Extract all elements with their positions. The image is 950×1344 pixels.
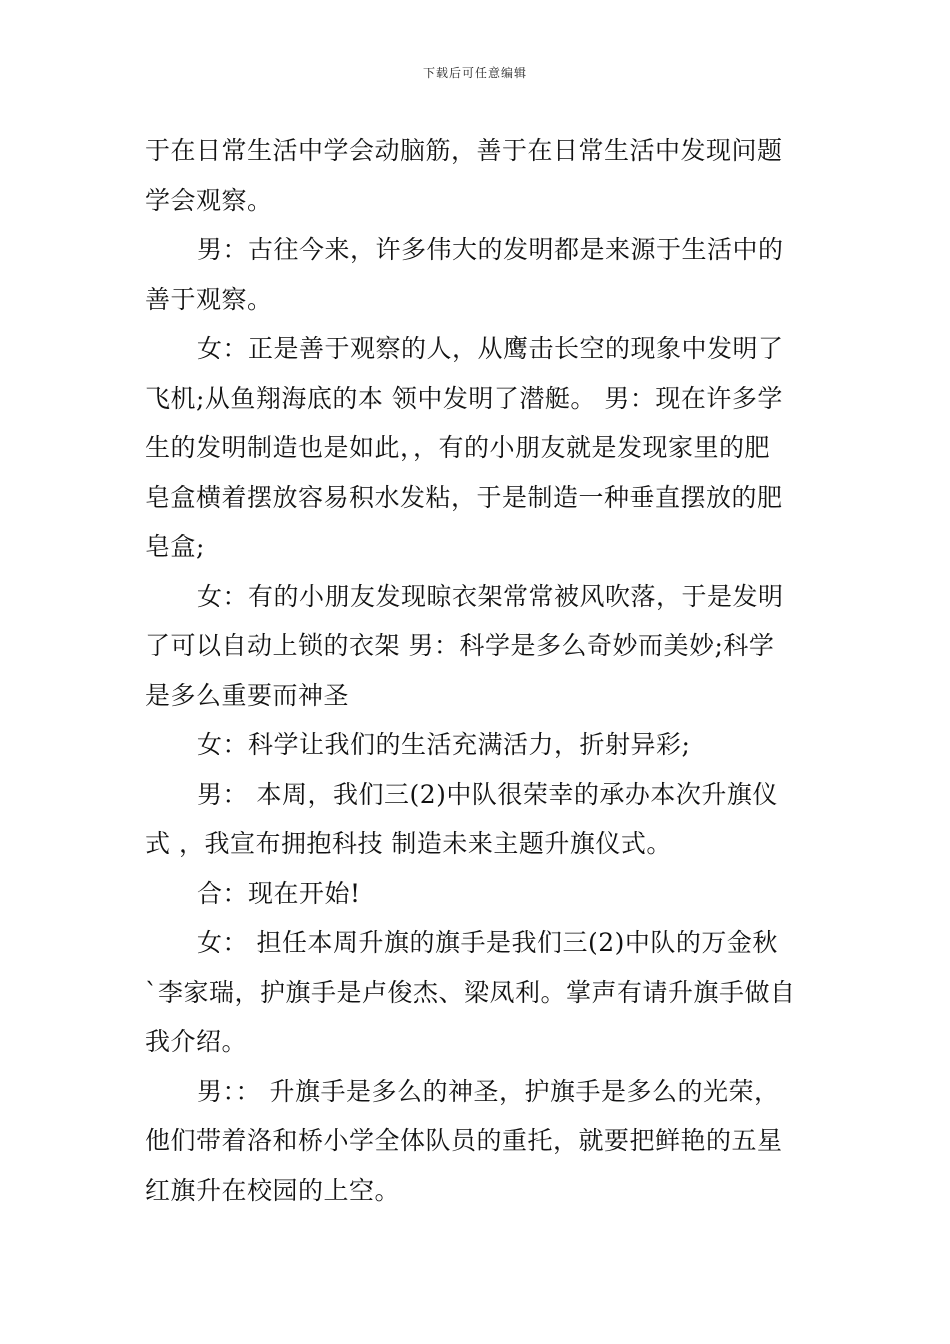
document-body xyxy=(145,126,815,1215)
text-line: `李家瑞，护旗手是卢俊杰、梁凤利。掌声有请升旗手做自 xyxy=(145,977,796,1007)
text-line: 皂盒横着摆放容易积水发粘，于是制造一种垂直摆放的肥 xyxy=(145,482,783,512)
text-line: 是多么重要而神圣 xyxy=(145,680,350,710)
text-line: 了可以自动上锁的衣架 男：科学是多么奇妙而美妙;科学 xyxy=(145,631,775,660)
text-line: 皂盒; xyxy=(145,532,205,561)
text-line: 生的发明制造也是如此，，有的小朋友就是发现家里的肥 xyxy=(145,433,771,462)
text-line: 于在日常生活中学会动脑筋，善于在日常生活中发现问题 xyxy=(145,136,783,165)
text-line: 男：： 升旗手是多么的神圣，护旗手是多么的光荣， xyxy=(197,1076,780,1106)
text-line: 善于观察。 xyxy=(145,284,273,314)
text-line: 学会观察。 xyxy=(145,185,273,215)
text-line: 合：现在开始! xyxy=(197,878,361,908)
page-header: 下载后可任意编辑 xyxy=(422,66,527,80)
text-line: 飞机;从鱼翔海底的本 领中发明了潜艇。 男：现在许多学 xyxy=(145,383,783,413)
text-line: 女：有的小朋友发现晾衣架常常被风吹落，于是发明 xyxy=(197,581,784,611)
text-line: 女：科学让我们的生活充满活力，折射异彩; xyxy=(197,730,691,759)
text-line: 女： 担任本周升旗的旗手是我们三(2)中队的万金秋 xyxy=(197,928,778,957)
text-line: 女：正是善于观察的人，从鹰击长空的现象中发明了 xyxy=(197,334,784,363)
text-line: 式 ，我宣布拥抱科技 制造未来主题升旗仪式。 xyxy=(145,829,672,858)
text-line: 红旗升在校园的上空。 xyxy=(145,1175,401,1205)
text-line: 男： 本周，我们三(2)中队很荣幸的承办本次升旗仪 xyxy=(197,779,778,809)
text-line: 他们带着洛和桥小学全体队员的重托，就要把鲜艳的五星 xyxy=(145,1126,783,1155)
text-line: 男：古往今来，许多伟大的发明都是来源于生活中的 xyxy=(197,235,784,264)
text-line: 我介绍。 xyxy=(145,1027,248,1056)
